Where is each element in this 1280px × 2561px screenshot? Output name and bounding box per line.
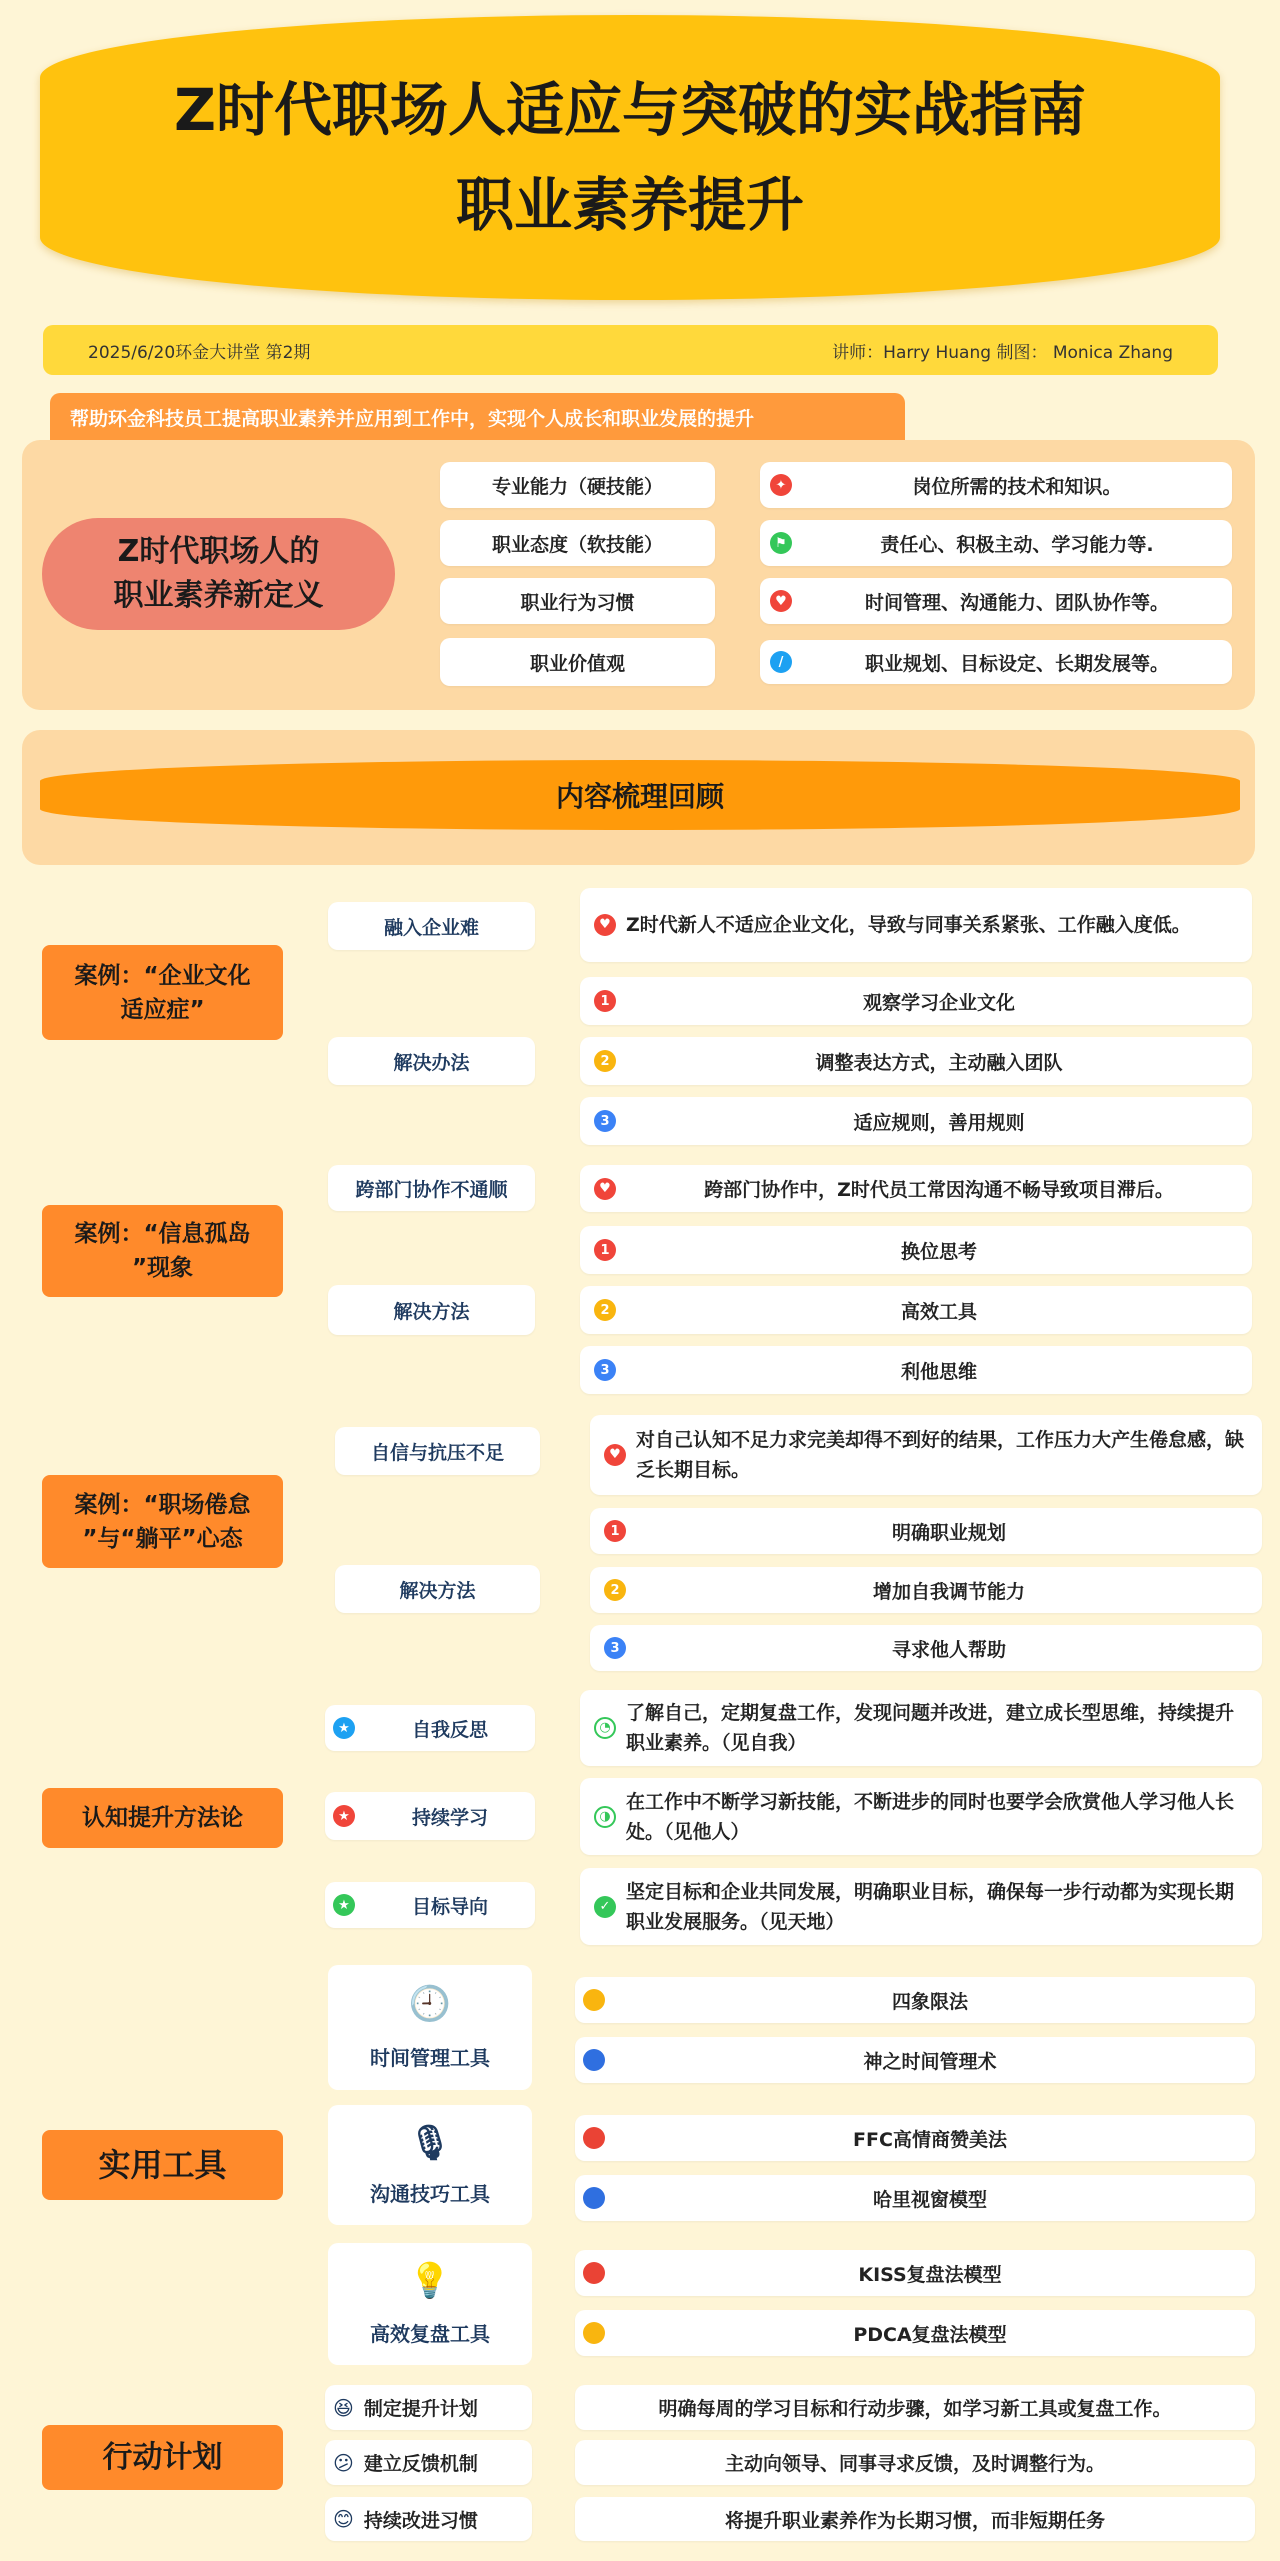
progress-quarter-icon: ◔ [594, 1717, 616, 1739]
progress-half-icon: ◑ [594, 1806, 616, 1828]
dot-icon [583, 2127, 605, 2149]
text: 高效工具 [900, 1300, 977, 1323]
plan-item-desc: 明确每周的学习目标和行动步骤，如学习新工具或复盘工作。 [575, 2385, 1255, 2430]
alert-heart-icon: ♥ [594, 1178, 616, 1200]
text: 建立反馈机制 [363, 2453, 478, 2475]
definition-title-line2: 职业素养新定义 [113, 578, 324, 613]
problem-desc [590, 1415, 1262, 1495]
definition-desc [760, 578, 1232, 624]
text: 适应症” [120, 996, 205, 1023]
solution-label: 解决方法 [328, 1285, 535, 1335]
method-label [325, 1792, 535, 1840]
text: 沟通技巧工具 [370, 2182, 490, 2207]
text: 寻求他人帮助 [891, 1638, 1006, 1661]
flag-icon: ⚑ [770, 532, 792, 554]
tool-item [575, 2115, 1255, 2161]
case-label [42, 1205, 283, 1297]
star-icon: ★ [333, 1894, 355, 1916]
problem-label: 自信与抗压不足 [335, 1427, 540, 1475]
title-line2: 职业素养提升 [455, 170, 804, 239]
star-icon: ★ [333, 1805, 355, 1827]
text: 适应规则，善用规则 [853, 1111, 1025, 1134]
tools-label: 实用工具 [42, 2130, 283, 2200]
number-3-icon: 3 [594, 1359, 616, 1381]
definition-title [42, 518, 395, 630]
review-title: 内容梳理回顾 [40, 760, 1240, 830]
text: KISS复盘法模型 [858, 2263, 1002, 2286]
number-1-icon: 1 [594, 1239, 616, 1261]
dot-icon [583, 2049, 605, 2071]
case-label [42, 945, 283, 1040]
definition-desc [760, 462, 1232, 508]
plan-label: 行动计划 [42, 2425, 283, 2490]
text: 坚定目标和企业共同发展，明确职业目标，确保每一步行动都为实现长期职业发展服务。（见天地） [626, 1880, 1235, 1933]
definition-desc-text: 职业规划、目标设定、长期发展等。 [864, 652, 1169, 675]
heart-icon: ♥ [770, 590, 792, 612]
text: 了解自己，定期复盘工作，发现问题并改进，建立成长型思维，持续提升职业素养。（见自我） [626, 1702, 1235, 1754]
plan-item-label [325, 2497, 532, 2541]
text: 跨部门协作中，Z时代员工常因沟通不畅导致项目滞后。 [704, 1179, 1174, 1201]
text: 目标导向 [411, 1895, 488, 1918]
number-1-icon: 1 [604, 1520, 626, 1542]
text: 哈里视窗模型 [872, 2188, 987, 2211]
method-label [325, 1705, 535, 1751]
plan-item-label [325, 2440, 532, 2485]
text: 观察学习企业文化 [862, 991, 1015, 1014]
tool-item [575, 2250, 1255, 2296]
problem-label: 融入企业难 [328, 902, 535, 950]
text: 高效复盘工具 [370, 2321, 490, 2346]
text: 对自己认知不足力求完美却得不到好的结果，工作压力大产生倦怠感，缺乏长期目标。 [636, 1429, 1245, 1481]
solution-label: 解决方法 [335, 1565, 540, 1613]
plan-item-desc: 将提升职业素养作为长期习惯，而非短期任务 [575, 2497, 1255, 2541]
text: 时间管理工具 [370, 2046, 490, 2070]
check-icon: ✓ [594, 1896, 616, 1918]
text: 案例：“企业文化 [74, 962, 251, 989]
definition-desc-text: 岗位所需的技术和知识。 [912, 475, 1122, 498]
text: 增加自我调节能力 [872, 1580, 1025, 1603]
text: 持续改进习惯 [363, 2509, 478, 2532]
definition-desc-text: 责任心、积极主动、学习能力等. [880, 533, 1154, 556]
tool-group [328, 2105, 532, 2225]
text: 案例：“信息孤岛 [74, 1221, 251, 1247]
text: FFC高情商赞美法 [853, 2128, 1007, 2151]
tool-item [575, 2037, 1255, 2083]
text: 明确职业规划 [891, 1521, 1006, 1544]
text: Z时代新人不适应企业文化，导致与同事关系紧张、工作融入度低。 [626, 914, 1191, 936]
session-info: 2025/6/20环金大讲堂 第2期 [88, 342, 311, 363]
alert-heart-icon: ♥ [594, 914, 616, 936]
case-label [42, 1475, 283, 1568]
number-1-icon: 1 [594, 990, 616, 1012]
number-2-icon: 2 [594, 1299, 616, 1321]
problem-desc [580, 888, 1252, 962]
tool-item [575, 2175, 1255, 2221]
definition-item: 专业能力（硬技能） [440, 462, 715, 508]
text: 在工作中不断学习新技能，不断进步的同时也要学会欣赏他人学习他人长处。（见他人） [626, 1790, 1235, 1843]
solution-step [590, 1508, 1262, 1554]
number-2-icon: 2 [594, 1050, 616, 1072]
solution-step [590, 1625, 1262, 1671]
solution-step [580, 1286, 1252, 1334]
tool-group [328, 2243, 532, 2365]
lightbulb-icon: 💡 [408, 2261, 452, 2302]
problem-label: 跨部门协作不通顺 [328, 1165, 535, 1211]
text: 持续学习 [411, 1806, 488, 1829]
method-desc [580, 1868, 1262, 1945]
text: 四象限法 [891, 1990, 968, 2013]
thinking-emoji-icon: 😕 [333, 2450, 354, 2475]
dot-icon [583, 1989, 605, 2011]
definition-desc [760, 520, 1232, 566]
dot-icon [583, 2262, 605, 2284]
text: 调整表达方式，主动融入团队 [815, 1051, 1063, 1074]
text: 制定提升计划 [363, 2398, 478, 2420]
text: ”与“躺平”心态 [82, 1525, 243, 1552]
solution-step [580, 1097, 1252, 1145]
dot-icon [583, 2187, 605, 2209]
number-3-icon: 3 [594, 1110, 616, 1132]
text: 利他思维 [900, 1360, 977, 1383]
title-banner [40, 15, 1220, 300]
microphone-icon: 🎙 [408, 2122, 452, 2163]
text: ”现象 [131, 1255, 194, 1281]
method-label [325, 1882, 535, 1928]
method-desc [580, 1690, 1262, 1766]
solution-step [580, 977, 1252, 1025]
definition-desc [760, 640, 1232, 684]
clock-icon: 🕘 [408, 1984, 452, 2024]
goal-banner: 帮助环金科技员工提高职业素养并应用到工作中，实现个人成长和职业发展的提升 [50, 393, 905, 441]
solution-step [580, 1226, 1252, 1274]
plan-item-label [325, 2385, 532, 2430]
credits: 讲师：Harry Huang 制图： Monica Zhang [832, 342, 1173, 363]
alert-heart-icon: ♥ [604, 1444, 626, 1466]
text: 换位思考 [900, 1240, 977, 1263]
problem-desc [580, 1165, 1252, 1212]
solution-step [580, 1346, 1252, 1394]
text: 自我反思 [411, 1718, 488, 1741]
definition-item: 职业行为习惯 [440, 578, 715, 624]
laughing-emoji-icon: 😆 [333, 2395, 354, 2420]
text: PDCA复盘法模型 [853, 2323, 1007, 2346]
dot-icon [583, 2322, 605, 2344]
info-bar [43, 325, 1218, 375]
cognition-label: 认知提升方法论 [42, 1788, 283, 1848]
tool-item [575, 1977, 1255, 2023]
pencil-icon: / [770, 651, 792, 673]
solution-label: 解决办法 [328, 1037, 535, 1085]
definition-desc-text: 时间管理、沟通能力、团队协作等。 [864, 591, 1169, 614]
star-icon: ★ [333, 1717, 355, 1739]
smile-emoji-icon: 😊 [333, 2507, 354, 2531]
number-3-icon: 3 [604, 1637, 626, 1659]
method-desc [580, 1778, 1262, 1855]
text: 案例：“职场倦怠 [74, 1491, 251, 1518]
solution-step [580, 1037, 1252, 1085]
tool-item [575, 2310, 1255, 2356]
definition-title-line1: Z时代职场人的 [117, 534, 320, 569]
plan-item-desc: 主动向领导、同事寻求反馈，及时调整行为。 [575, 2440, 1255, 2485]
title-line1: Z时代职场人适应与突破的实战指南 [173, 75, 1087, 144]
solution-step [590, 1567, 1262, 1613]
text: 神之时间管理术 [863, 2050, 997, 2073]
tool-group [328, 1965, 532, 2090]
definition-item: 职业价值观 [440, 638, 715, 686]
pin-icon: ✦ [770, 474, 792, 496]
definition-item: 职业态度（软技能） [440, 520, 715, 566]
number-2-icon: 2 [604, 1579, 626, 1601]
